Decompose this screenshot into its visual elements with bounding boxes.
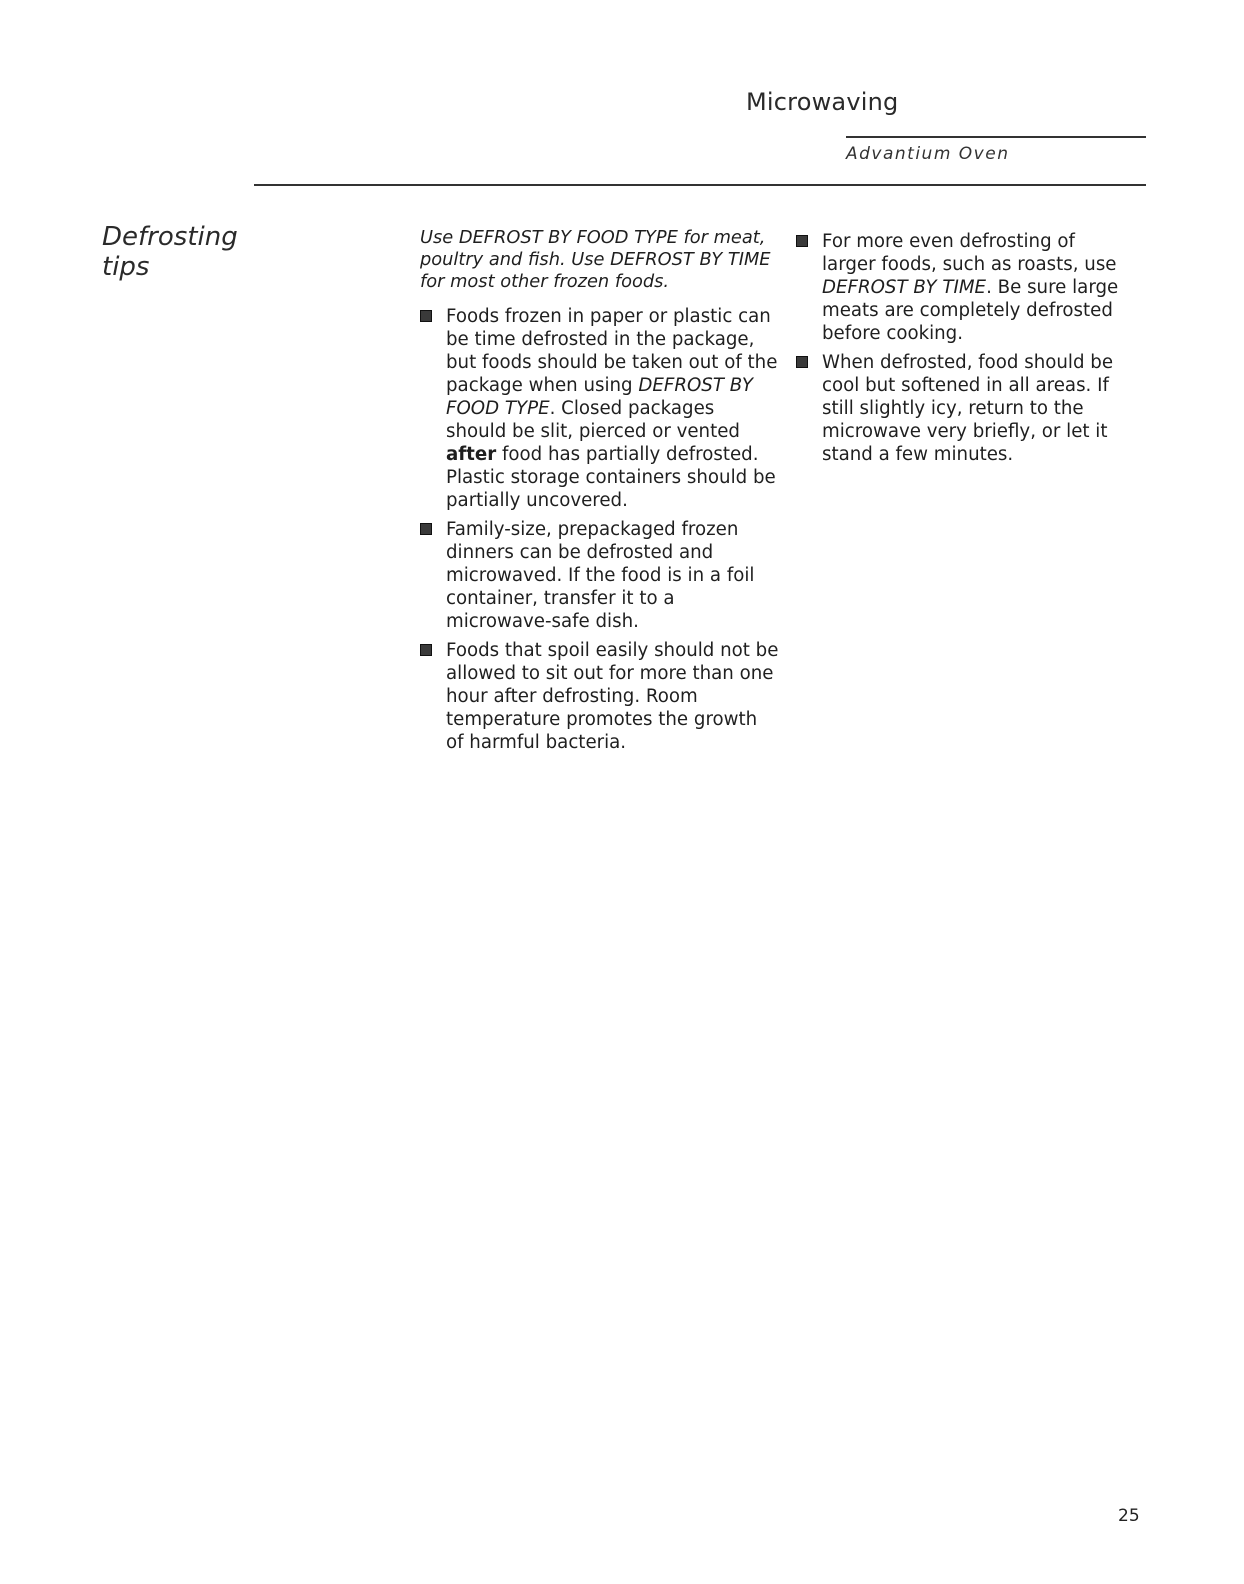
intro-text: for meat, poultry and fish. Use	[420, 227, 766, 270]
tip-emphasis: after	[446, 444, 497, 465]
section-heading-line2: tips	[102, 252, 150, 282]
tips-column-left	[420, 227, 780, 760]
list-item	[420, 518, 780, 633]
intro-term: DEFROST BY FOOD TYPE	[458, 227, 678, 248]
tip-text: . Closed packages should be slit, pierced or vented	[446, 398, 740, 442]
tip-text: food has partially defrosted. Plastic storage containers should be partially uncovered.	[446, 444, 776, 511]
page-number: 25	[1118, 1506, 1140, 1526]
header-rule-short	[846, 136, 1146, 138]
tips-column-right	[796, 230, 1134, 472]
section-heading-line1: Defrosting	[102, 222, 238, 252]
header-rule-long	[254, 184, 1146, 186]
intro-paragraph	[420, 227, 780, 293]
tip-text: Family-size, prepackaged frozen dinners can be defrosted and microwaved. If the food is in a foil container, transfer it to a microwave-safe dish.	[446, 519, 755, 632]
intro-text: Use	[420, 227, 459, 248]
page-subtitle: Advantium Oven	[846, 144, 1010, 164]
square-bullet-icon	[796, 356, 808, 368]
tip-text: Foods that spoil easily should not be allowed to sit out for more than one hour after defrosting. Room temperature promotes the growth of harmful bacteria.	[446, 640, 779, 753]
square-bullet-icon	[420, 310, 432, 322]
square-bullet-icon	[796, 235, 808, 247]
page-title: Microwaving	[746, 88, 899, 116]
tip-text: When defrosted, food should be cool but softened in all areas. If still slightly icy, return to the microwave very briefly, or let it stand a few minutes.	[822, 352, 1114, 465]
tip-text: Foods frozen in paper or plastic can be time defrosted in the package, but foods should be taken out of the package when using	[446, 306, 778, 396]
tip-text: For more even defrosting of larger foods, such as roasts, use	[822, 231, 1117, 275]
tip-term: DEFROST BY FOOD TYPE	[446, 375, 753, 419]
list-item	[420, 639, 780, 754]
intro-text: for most other frozen foods.	[420, 271, 670, 292]
list-item	[420, 305, 780, 512]
square-bullet-icon	[420, 644, 432, 656]
tip-term: DEFROST BY TIME	[822, 277, 987, 298]
list-item	[796, 230, 1134, 345]
list-item	[796, 351, 1134, 466]
square-bullet-icon	[420, 523, 432, 535]
intro-term: DEFROST BY TIME	[610, 249, 771, 270]
tip-text: . Be sure large meats are completely defrosted before cooking.	[822, 277, 1119, 344]
section-heading	[102, 222, 302, 282]
